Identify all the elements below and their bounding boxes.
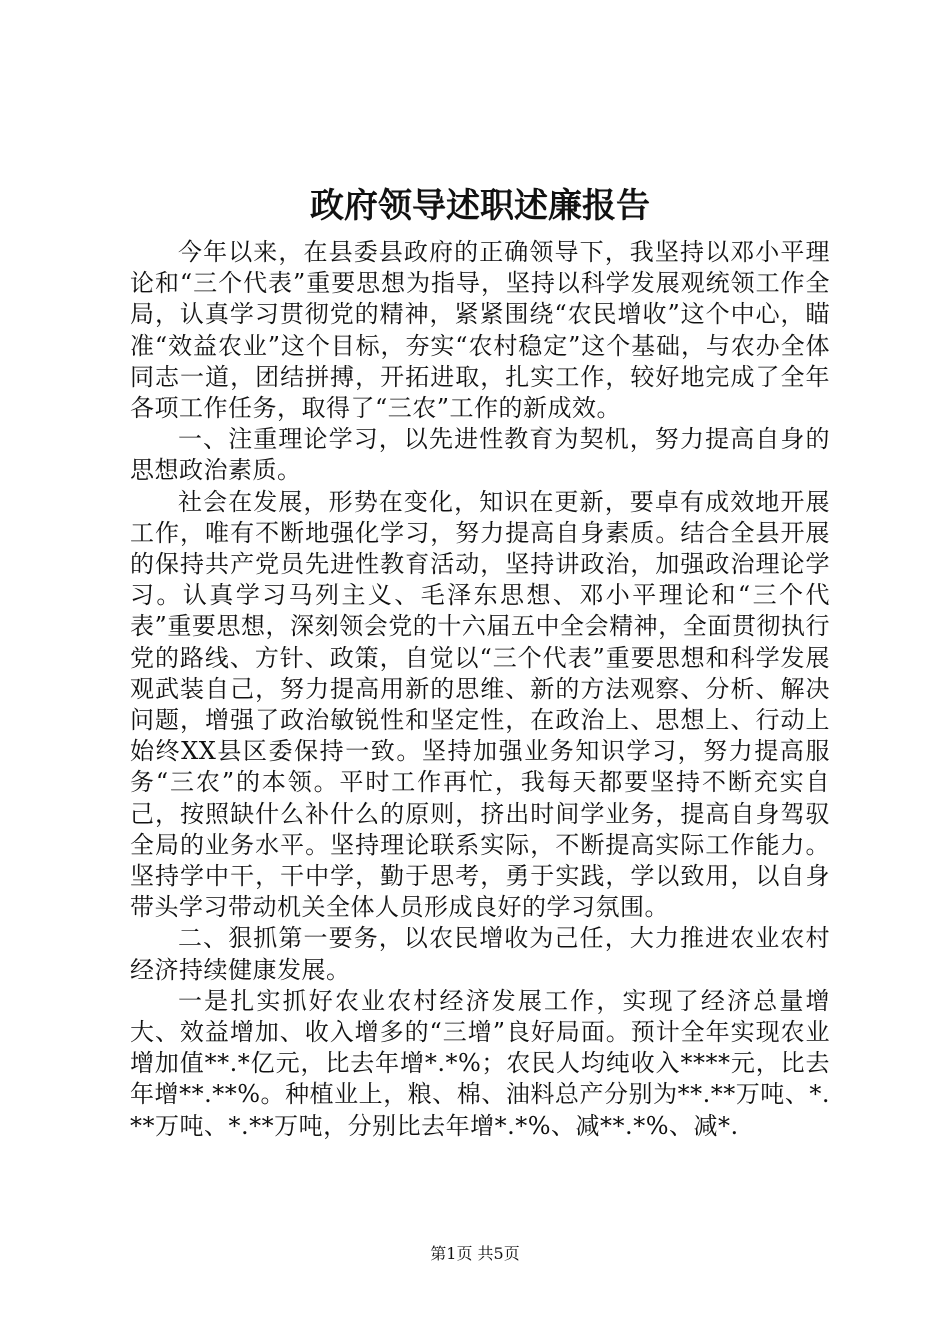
document-page [130,0,830,1344]
paragraph-section-one-body: 社会在发展，形势在变化，知识在更新，要卓有成效地开展工作，唯有不断地强化学习，努力提高自身素质。结合全县开展的保持共产党员先进性教育活动，坚持讲政治，加强政治理论学习。认真学习马列主义、毛泽东思想、邓小平理论和“三个代表”重要思想，深刻领会党的十六届五中全会精神，全面贯彻执行党的路线、方针、政策，自觉以“三个代表”重要思想和科学发展观武装自己，努力提高用新的思维、新的方法观察、分析、解决问题，增强了政治敏锐性和坚定性，在政治上、思想上、行动上始终XX县区委保持一致。坚持加强业务知识学习，努力提高服务“三农”的本领。平时工作再忙，我每天都要坚持不断充实自己，按照缺什么补什么的原则，挤出时间学业务，提高自身驾驭全局的业务水平。坚持理论联系实际，不断提高实际工作能力。坚持学中干，干中学，勤于思考，勇于实践，学以致用，以自身带头学习带动机关全体人员形成良好的学习氛围。 [130,487,830,922]
paragraph-section-two-body: 一是扎实抓好农业农村经济发展工作，实现了经济总量增大、效益增加、收入增多的“三增”良好局面。预计全年实现农业增加值**.*亿元，比去年增*.*%；农民人均纯收入****元，比去年增**.**%。种植业上，粮、棉、油料总产分别为**.**万吨、*.**万吨、*.**万吨，分别比去年增*.*%、减**.*%、减*. [130,986,830,1140]
paragraph-section-one-heading: 一、注重理论学习，以先进性教育为契机，努力提高自身的思想政治素质。 [130,425,830,485]
document-body [130,237,830,1142]
document-title: 政府领导述职述廉报告 [310,186,650,226]
page-footer: 第1页 共5页 [430,1244,520,1263]
paragraph-section-two-heading: 二、狠抓第一要务，以农民增收为己任，大力推进农业农村经济持续健康发展。 [130,924,830,984]
paragraph-intro: 今年以来，在县委县政府的正确领导下，我坚持以邓小平理论和“三个代表”重要思想为指导，坚持以科学发展观统领工作全局，认真学习贯彻党的精神，紧紧围绕“农民增收”这个中心，瞄准“效益农业”这个目标，夯实“农村稳定”这个基础，与农办全体同志一道，团结拼搏，开拓进取，扎实工作，较好地完成了全年各项工作任务，取得了“三农”工作的新成效。 [130,238,830,423]
